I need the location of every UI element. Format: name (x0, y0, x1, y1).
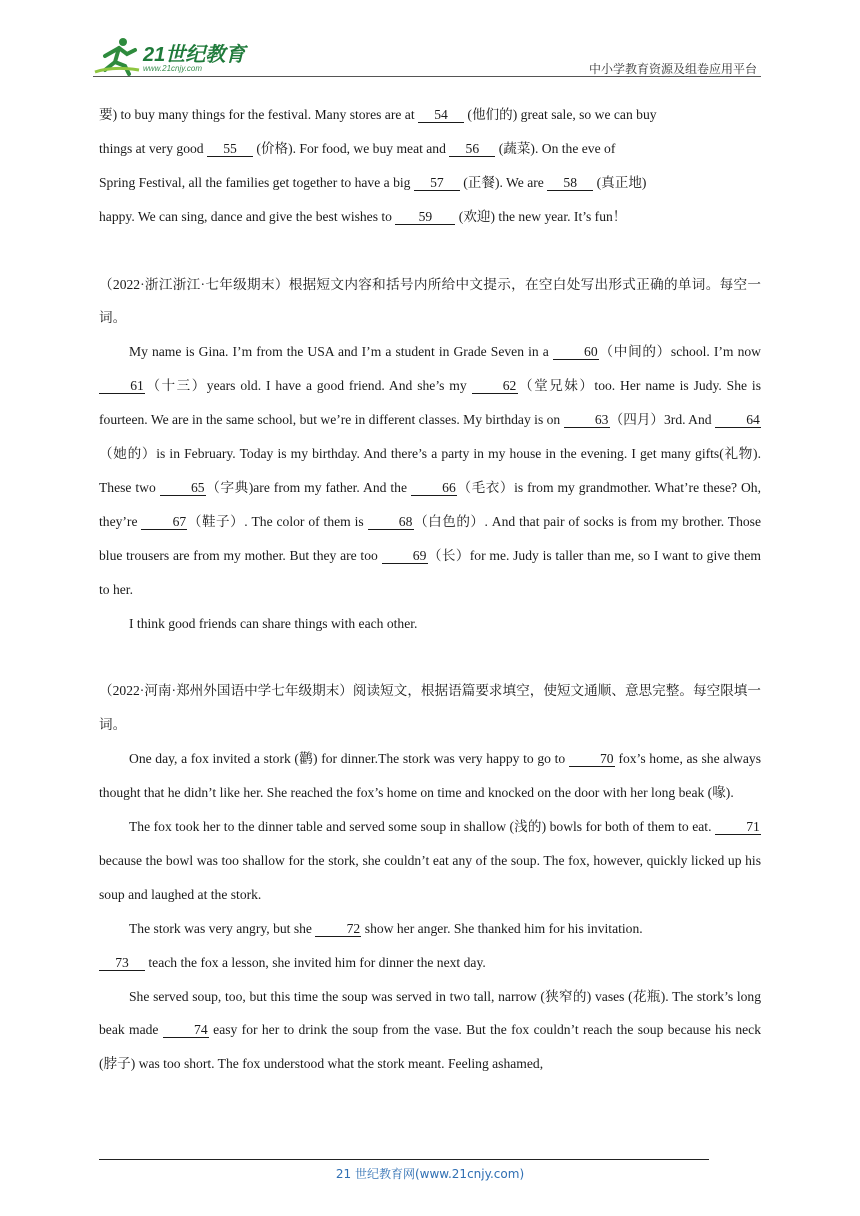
text: (正餐). We are (459, 174, 548, 190)
blank-62[interactable]: 62 (472, 378, 518, 394)
platform-name: 中小学教育资源及组卷应用平台 (588, 62, 757, 76)
text: (蔬菜). On the eve of (495, 140, 616, 156)
text: （鞋子）. The color of them is (187, 513, 368, 529)
blank-72[interactable]: 72 (315, 921, 361, 937)
blank-63[interactable]: 63 (564, 412, 610, 428)
text: （堂兄妹）too. Her name is Judy. She is fourteen. We are in the same school, but we’re in different classes. My birthday is on (99, 378, 762, 428)
text: (价格). For food, we buy meat and (252, 140, 450, 156)
passage-3-para-5 (99, 980, 761, 1082)
blank-60[interactable]: 60 (553, 344, 599, 360)
text: （毛衣）is from my grandmother. What’re these? Oh, they’re (99, 479, 761, 529)
passage-3-para-1 (99, 742, 761, 810)
question-2-intro: （2022·浙江浙江·七年级期末）根据短文内容和括号内所给中文提示，在空白处写出形式正确的单词。每空一词。 (99, 276, 761, 326)
text: (他们的) great sale, so we can buy (464, 107, 657, 122)
text: （白色的）. And that pair of socks is from my brother. Those blue trousers are from my mother. But they are too (99, 513, 761, 563)
text: （十三）years old. I have a good friend. And she’s my (145, 378, 472, 394)
page-header (93, 30, 761, 78)
text: Spring Festival, all the families get together to have a big (99, 174, 414, 190)
blank-74[interactable]: 74 (163, 1022, 209, 1038)
text: fox’s home, as she always thought that he didn’t like her. She reached the fox’s home on time and knocked on the door with her long beak (喙). (99, 751, 761, 801)
text: 要) to buy many things for the festival. Many stores are at (99, 107, 419, 122)
runner-logo-icon (93, 36, 141, 76)
text: （四月）3rd. And (609, 412, 715, 428)
passage-3-para-4 (99, 946, 761, 980)
text: One day, a fox invited a stork (鹳) for dinner.The stork was very happy to go to (129, 751, 569, 767)
text: (欢迎) the new year. It’s fun！ (455, 208, 627, 224)
text: happy. We can sing, dance and give the best wishes to (99, 208, 396, 224)
blank-65[interactable]: 65 (160, 480, 206, 496)
text: （长）for me. Judy is taller than me, so I want to give them to her. (99, 547, 761, 597)
text: teach the fox a lesson, she invited him for dinner the next day. (145, 954, 486, 970)
question-3-intro: （2022·河南·郑州外国语中学七年级期末）阅读短文，根据语篇要求填空，使短文通顺、意思完整。每空限填一词。 (99, 683, 761, 733)
passage-3-para-3 (99, 912, 761, 946)
text: The stork was very angry, but she (129, 920, 316, 936)
blank-64[interactable]: 64 (715, 412, 761, 428)
text: （中间的）school. I’m now (598, 344, 761, 360)
blank-55[interactable]: 55 (207, 141, 253, 157)
passage-3-para-2 (99, 810, 761, 912)
header-divider (93, 76, 761, 77)
blank-57[interactable]: 57 (414, 175, 460, 191)
logo-text: 21世纪教育 (143, 44, 246, 66)
blank-54[interactable]: 54 (418, 107, 464, 123)
blank-59[interactable]: 59 (395, 209, 455, 225)
blank-66[interactable]: 66 (411, 480, 457, 496)
blank-70[interactable]: 70 (569, 751, 615, 767)
blank-56[interactable]: 56 (449, 141, 495, 157)
text: The fox took her to the dinner table and served some soup in shallow (浅的) bowls for both of them to eat. (129, 819, 715, 834)
blank-68[interactable]: 68 (368, 514, 414, 530)
footer-link[interactable]: 21 世纪教育网(www.21cnjy.com) (335, 1167, 525, 1181)
text: （字典)are from my father. And the (205, 479, 411, 495)
document-body (99, 98, 761, 1081)
blank-71[interactable]: 71 (715, 819, 761, 835)
blank-61[interactable]: 61 (99, 378, 145, 394)
text: things at very good (99, 140, 207, 156)
text: (真正地) (593, 174, 647, 190)
blank-73[interactable]: 73 (99, 955, 145, 971)
text: because the bowl was too shallow for the stork, she couldn’t eat any of the soup. The fox, however, quickly licked up his soup and laughed at the stork. (99, 852, 761, 902)
passage-2-para (99, 335, 761, 606)
blank-69[interactable]: 69 (382, 548, 428, 564)
passage-2-closing: I think good friends can share things with each other. (129, 615, 418, 631)
blank-67[interactable]: 67 (141, 514, 187, 530)
blank-58[interactable]: 58 (547, 175, 593, 191)
text: easy for her to drink the soup from the vase. But the fox couldn’t reach the soup because his neck (脖子) was too short. The fox understood what the stork meant. Feeling ashamed, (99, 1022, 761, 1072)
text: She served soup, too, but this time the soup was served in two tall, narrow (狭窄的) vases (花瓶). The stork’s long beak made (99, 988, 761, 1038)
text: （她的）is in February. Today is my birthday. And there’s a party in my house in the evening. I get many gifts(礼物). These two (99, 446, 761, 495)
logo-url: www.21cnjy.com (143, 64, 202, 73)
passage-1-para (99, 98, 761, 234)
footer-divider (99, 1159, 709, 1160)
site-logo[interactable] (93, 36, 263, 76)
text: My name is Gina. I’m from the USA and I’m a student in Grade Seven in a (129, 344, 553, 360)
text: show her anger. She thanked him for his invitation. (361, 920, 643, 936)
